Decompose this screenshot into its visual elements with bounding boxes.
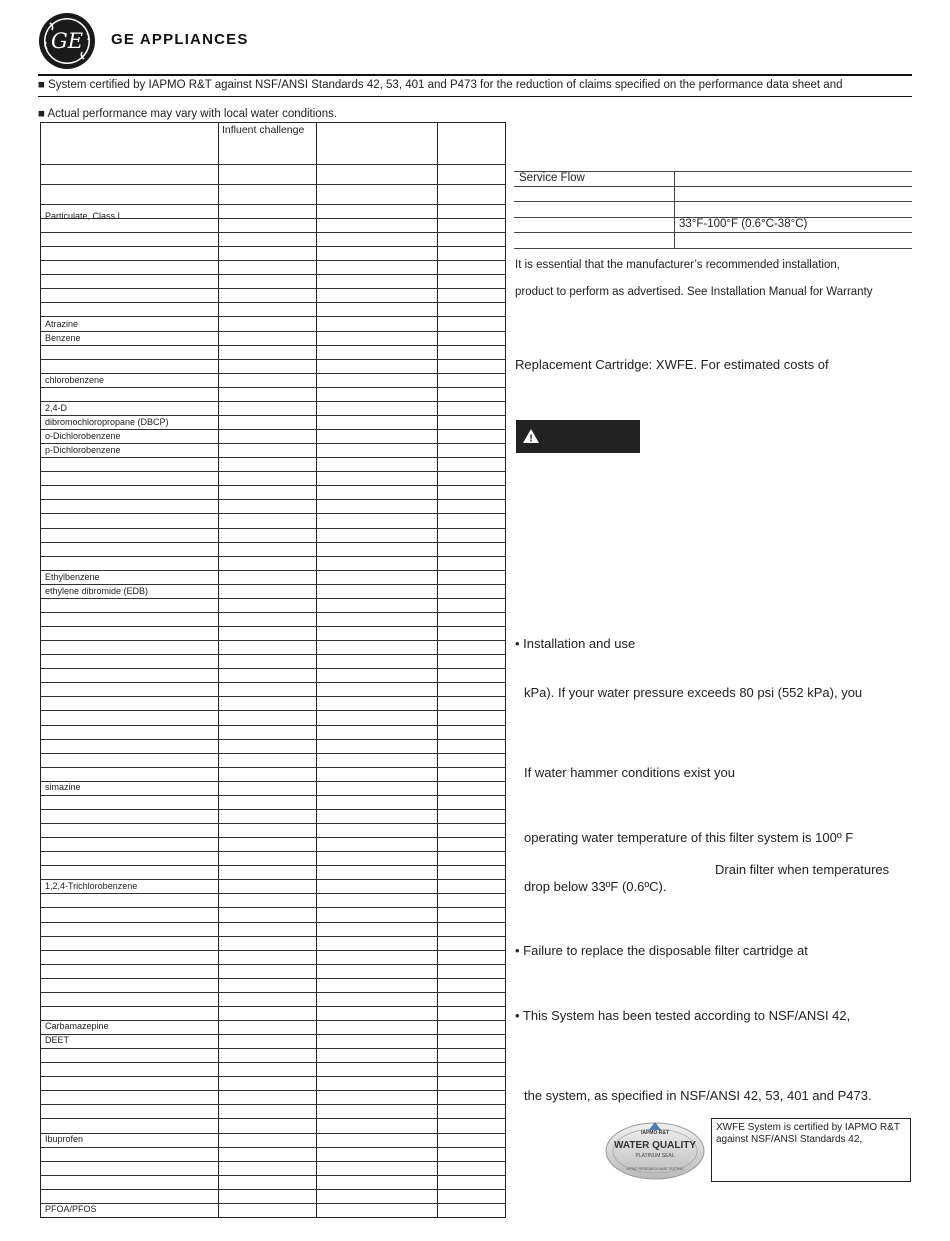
table-row-divider bbox=[41, 556, 505, 557]
table-row-divider bbox=[41, 1020, 505, 1021]
water-quality-seal bbox=[604, 1119, 706, 1181]
table-row-divider bbox=[41, 457, 505, 458]
table-row-divider bbox=[41, 316, 505, 317]
service-flow-label: Service Flow bbox=[519, 172, 585, 184]
svg-text:PLATINUM SEAL: PLATINUM SEAL bbox=[635, 1153, 675, 1159]
contaminant-label: p-Dichlorobenzene bbox=[45, 445, 121, 455]
contaminant-label: Atrazine bbox=[45, 319, 79, 329]
table-row-divider bbox=[41, 542, 505, 543]
install-text-2: product to perform as advertised. See Installation Manual for Warranty bbox=[515, 286, 873, 298]
contaminant-label: o-Dichlorobenzene bbox=[45, 431, 121, 441]
replacement-cartridge: Replacement Cartridge: XWFE. For estimated costs of bbox=[515, 357, 829, 372]
spec-table bbox=[514, 171, 912, 249]
table-row-divider bbox=[41, 184, 505, 185]
table-row-divider bbox=[41, 964, 505, 965]
table-row-divider bbox=[41, 640, 505, 641]
table-row-divider bbox=[41, 1090, 505, 1091]
contaminant-label: ethylene dibromide (EDB) bbox=[45, 586, 149, 596]
table-row-divider bbox=[41, 682, 505, 683]
note-rule bbox=[38, 96, 912, 97]
table-row-divider bbox=[41, 668, 505, 669]
contaminant-label: Benzene bbox=[45, 333, 81, 343]
table-row-divider bbox=[41, 1006, 505, 1007]
table-row-divider bbox=[41, 823, 505, 824]
header-influent-challenge: Influent challenge bbox=[222, 124, 305, 136]
table-row-divider bbox=[41, 936, 505, 937]
table-row-divider bbox=[41, 767, 505, 768]
svg-text:!: ! bbox=[529, 433, 533, 443]
table-row-divider bbox=[41, 1062, 505, 1063]
table-row-divider bbox=[41, 387, 505, 388]
contaminant-label: Ethylbenzene bbox=[45, 572, 100, 582]
table-row-divider bbox=[41, 809, 505, 810]
performance-data-table bbox=[40, 122, 506, 1218]
nsf-specified-text: the system, as specified in NSF/ANSI 42, 53, 401 and P473. bbox=[524, 1088, 872, 1103]
table-row-divider bbox=[41, 1048, 505, 1049]
spec-divider bbox=[674, 171, 675, 249]
certification-box: XWFE System is certified by IAPMO R&T against NSF/ANSI Standards 42, bbox=[711, 1118, 911, 1182]
table-row-divider bbox=[41, 499, 505, 500]
table-row-divider bbox=[41, 837, 505, 838]
table-row-divider bbox=[41, 1175, 505, 1176]
table-row-divider bbox=[41, 1133, 505, 1134]
table-row-divider bbox=[41, 598, 505, 599]
table-row-divider bbox=[41, 626, 505, 627]
contaminant-label: Particulate, Class I bbox=[45, 211, 121, 221]
bullet-installation: • Installation and use bbox=[515, 636, 636, 651]
table-row-divider bbox=[41, 781, 505, 782]
table-row-divider bbox=[41, 164, 505, 165]
spec-rule bbox=[514, 232, 912, 233]
certification-note: ■ System certified by IAPMO R&T against NSF/ANSI Standards 42, 53, 401 and P473 for the reduction of claims specified on the performance data sheet and bbox=[38, 79, 843, 91]
performance-note: ■ Actual performance may vary with local water conditions. bbox=[38, 108, 338, 120]
table-row-divider bbox=[41, 232, 505, 233]
table-row-divider bbox=[41, 1076, 505, 1077]
contaminant-label: 1,2,4-Trichlorobenzene bbox=[45, 881, 138, 891]
table-row-divider bbox=[41, 345, 505, 346]
ge-logo bbox=[38, 12, 96, 70]
table-row-divider bbox=[41, 865, 505, 866]
table-row-divider bbox=[41, 907, 505, 908]
contaminant-label: 2,4-D bbox=[45, 403, 68, 413]
table-row-divider bbox=[41, 401, 505, 402]
table-row-divider bbox=[41, 612, 505, 613]
table-row-divider bbox=[41, 992, 505, 993]
table-row-divider bbox=[41, 528, 505, 529]
water-hammer-text: If water hammer conditions exist you bbox=[524, 765, 735, 780]
table-row-divider bbox=[41, 288, 505, 289]
table-row-divider bbox=[41, 513, 505, 514]
table-row-divider bbox=[41, 373, 505, 374]
table-row-divider bbox=[41, 696, 505, 697]
table-row-divider bbox=[41, 204, 505, 205]
table-row-divider bbox=[41, 331, 505, 332]
table-row-divider bbox=[41, 1161, 505, 1162]
drain-filter-text: Drain filter when temperatures bbox=[715, 862, 890, 877]
svg-text:GE: GE bbox=[50, 29, 84, 53]
table-row-divider bbox=[41, 471, 505, 472]
table-row-divider bbox=[41, 710, 505, 711]
contaminant-label: PFOA/PFOS bbox=[45, 1204, 97, 1214]
contaminant-label: dibromochloropropane (DBCP) bbox=[45, 417, 169, 427]
svg-text:IAPMO RESEARCH AND TESTING: IAPMO RESEARCH AND TESTING bbox=[626, 1167, 684, 1171]
water-pressure-text: kPa). If your water pressure exceeds 80 psi (552 kPa), you bbox=[524, 685, 863, 700]
contaminant-label: Carbamazepine bbox=[45, 1021, 109, 1031]
spec-rule bbox=[514, 248, 912, 249]
table-row-divider bbox=[41, 1203, 505, 1204]
contaminant-label: chlorobenzene bbox=[45, 375, 105, 385]
table-row-divider bbox=[41, 429, 505, 430]
table-row-divider bbox=[41, 1104, 505, 1105]
table-row-divider bbox=[41, 739, 505, 740]
contaminant-label: DEET bbox=[45, 1035, 70, 1045]
table-row-divider bbox=[41, 302, 505, 303]
svg-text:WATER QUALITY: WATER QUALITY bbox=[613, 1140, 697, 1151]
table-row-divider bbox=[41, 879, 505, 880]
table-row-divider bbox=[41, 753, 505, 754]
table-row-divider bbox=[41, 654, 505, 655]
table-row-divider bbox=[41, 950, 505, 951]
header-rule bbox=[38, 74, 912, 76]
contaminant-label: Ibuprofen bbox=[45, 1134, 84, 1144]
table-row-divider bbox=[41, 443, 505, 444]
table-row-divider bbox=[41, 978, 505, 979]
brand-name: GE APPLIANCES bbox=[111, 31, 249, 48]
bullet-failure: • Failure to replace the disposable filter cartridge at bbox=[515, 943, 808, 958]
install-text-1: It is essential that the manufacturer’s recommended installation, bbox=[515, 259, 840, 271]
temperature-range: 33°F-100°F (0.6°C-38°C) bbox=[679, 218, 808, 230]
table-row-divider bbox=[41, 415, 505, 416]
table-row-divider bbox=[41, 260, 505, 261]
table-row-divider bbox=[41, 725, 505, 726]
operating-temp-text: operating water temperature of this filter system is 100º F bbox=[524, 830, 854, 845]
bullet-tested: • This System has been tested according to NSF/ANSI 42, bbox=[515, 1008, 851, 1023]
table-row-divider bbox=[41, 584, 505, 585]
spec-rule bbox=[514, 186, 912, 187]
table-row-divider bbox=[41, 1147, 505, 1148]
warning-icon bbox=[523, 429, 539, 443]
contaminant-label: simazine bbox=[45, 782, 81, 792]
table-row-divider bbox=[41, 274, 505, 275]
table-row-divider bbox=[41, 570, 505, 571]
svg-text:IAPMO R&T: IAPMO R&T bbox=[640, 1130, 670, 1136]
table-row-divider bbox=[41, 1034, 505, 1035]
table-row-divider bbox=[41, 246, 505, 247]
table-row-divider bbox=[41, 485, 505, 486]
table-row-divider bbox=[41, 795, 505, 796]
temp-drop-text: drop below 33ºF (0.6ºC). bbox=[524, 879, 667, 894]
table-row-divider bbox=[41, 851, 505, 852]
table-row-divider bbox=[41, 1118, 505, 1119]
table-row-divider bbox=[41, 922, 505, 923]
table-row-divider bbox=[41, 893, 505, 894]
warning-banner bbox=[516, 420, 640, 453]
table-row-divider bbox=[41, 359, 505, 360]
spec-rule bbox=[514, 201, 912, 202]
table-row-divider bbox=[41, 1189, 505, 1190]
